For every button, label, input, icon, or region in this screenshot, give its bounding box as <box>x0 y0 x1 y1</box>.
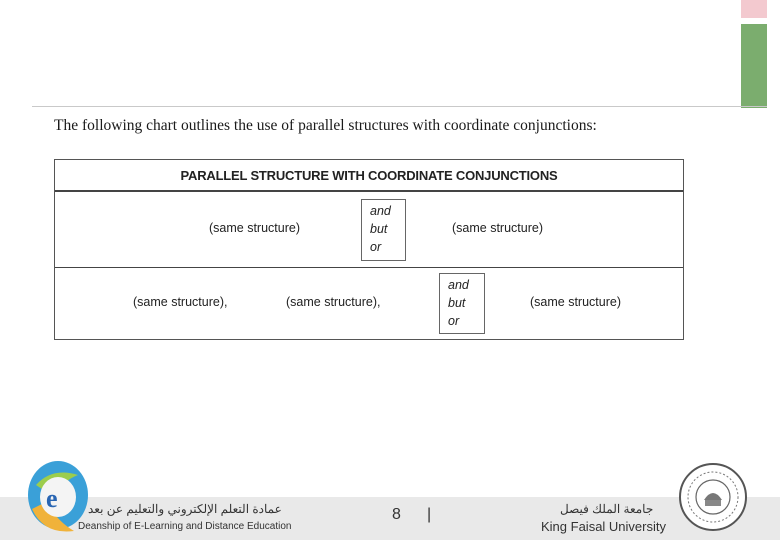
row1-right-structure: (same structure) <box>452 221 543 235</box>
page-separator: | <box>427 506 432 523</box>
row1-conj-but: but <box>370 222 388 236</box>
intro-text: The following chart outlines the use of parallel structures with coordinate conjunctions: <box>54 117 597 134</box>
svg-text:e: e <box>46 484 58 513</box>
row2-first-structure: (same structure), <box>133 295 228 309</box>
university-seal-icon <box>678 462 748 532</box>
deanship-arabic: عمادة التعلم الإلكتروني والتعليم عن بعد <box>88 502 282 516</box>
title-divider <box>32 106 767 107</box>
row1-conjunction-box <box>361 199 406 261</box>
accent-bar-pink <box>741 0 767 18</box>
accent-bar-green <box>741 24 767 108</box>
row1-conj-or: or <box>370 240 382 254</box>
row2-conj-and: and <box>448 278 469 292</box>
row2-conj-or: or <box>448 314 460 328</box>
row2-second-structure: (same structure), <box>286 295 381 309</box>
row-divider <box>55 267 683 268</box>
row2-third-structure: (same structure) <box>530 295 621 309</box>
row1-conj-and: and <box>370 204 391 218</box>
row1-left-structure: (same structure) <box>209 221 300 235</box>
university-english: King Faisal University <box>541 519 666 534</box>
row2-conj-but: but <box>448 296 466 310</box>
page-number: 8 <box>392 506 401 523</box>
university-arabic: جامعة الملك فيصل <box>560 502 654 516</box>
row2-conjunction-box <box>439 273 485 334</box>
chart-heading: PARALLEL STRUCTURE WITH COORDINATE CONJUNCTIONS <box>55 160 683 192</box>
parallel-structure-chart <box>54 159 684 340</box>
deanship-english: Deanship of E-Learning and Distance Education <box>78 521 292 532</box>
